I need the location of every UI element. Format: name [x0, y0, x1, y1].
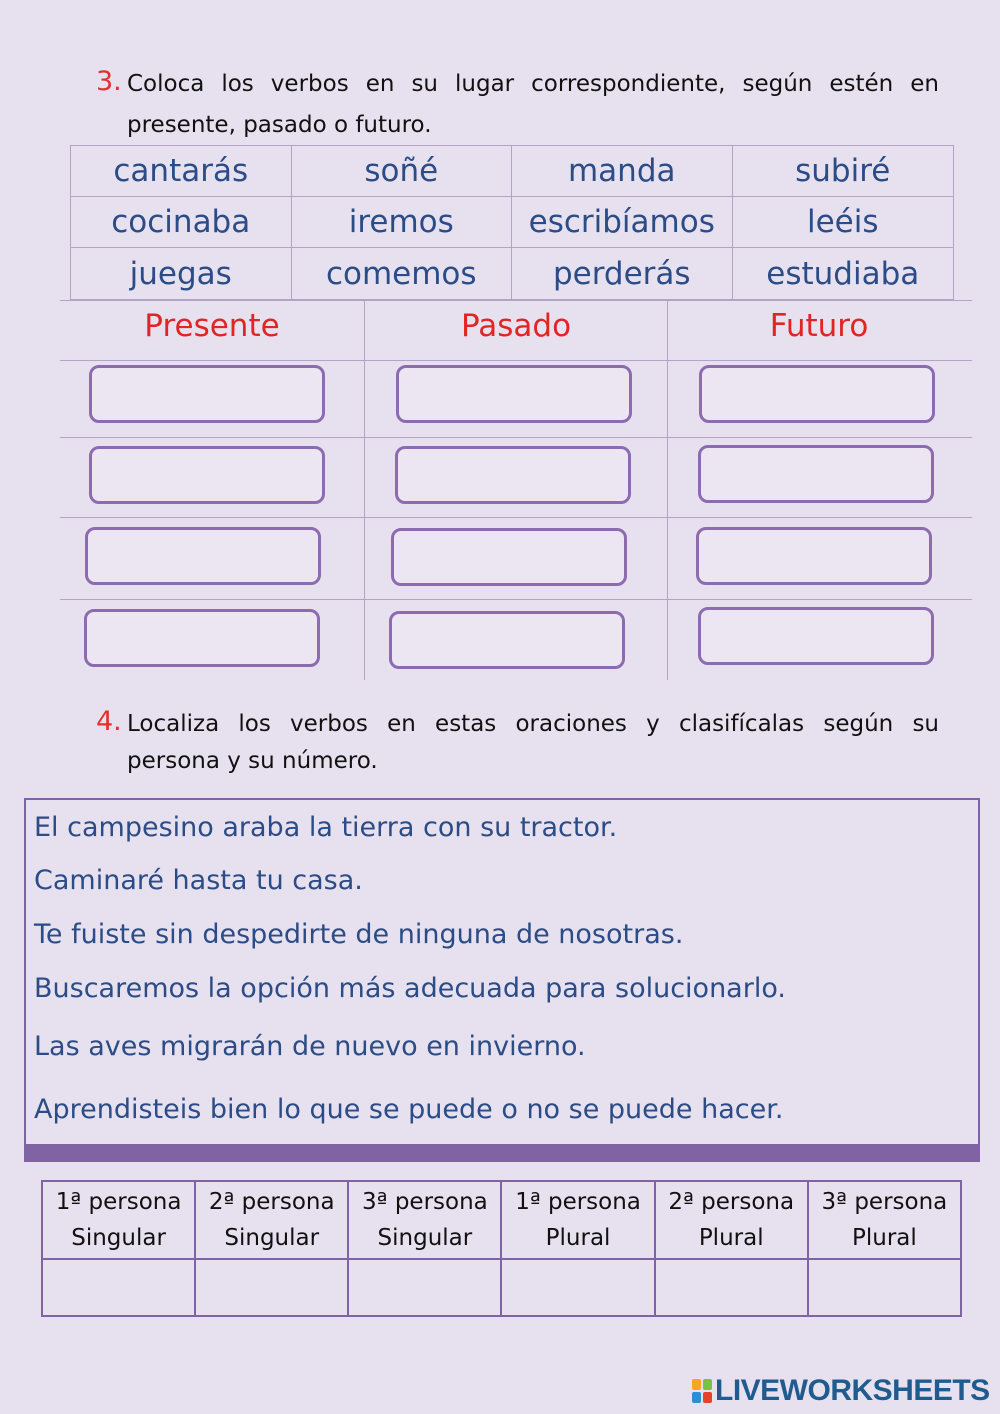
presente-drop-box-1[interactable] — [89, 365, 325, 423]
verb-card[interactable]: escribíamos — [512, 197, 733, 248]
pasado-drop-box-1[interactable] — [396, 365, 632, 423]
answer-cell-1a-plural[interactable] — [501, 1259, 654, 1316]
header-persona: 3ª persona — [362, 1189, 488, 1215]
header-persona: 3ª persona — [821, 1189, 948, 1215]
logo-square — [703, 1379, 712, 1390]
logo-square — [703, 1392, 712, 1403]
header-pasado: Pasado — [460, 308, 572, 344]
logo-text: LIVEWORKSHEETS — [715, 1374, 990, 1407]
sentence-5[interactable]: Las aves migrarán de nuevo en invierno. — [34, 1031, 586, 1062]
verb-card[interactable]: juegas — [71, 248, 292, 299]
verb-card[interactable]: cantarás — [71, 146, 292, 197]
exercise-3-instruction-line2: presente, pasado o futuro. — [127, 112, 432, 138]
table-divider — [60, 437, 972, 438]
header-presente: Presente — [144, 308, 280, 344]
sentences-box-bottom-bar — [24, 1144, 980, 1162]
liveworksheets-logo[interactable] — [692, 1374, 990, 1408]
header-numero: Plural — [852, 1225, 917, 1251]
verb-card[interactable]: soñé — [292, 146, 513, 197]
header-numero: Singular — [71, 1225, 166, 1251]
header-numero: Singular — [224, 1225, 320, 1251]
answer-cell-2a-singular[interactable] — [195, 1259, 348, 1316]
verb-bank — [70, 145, 954, 300]
verb-card[interactable]: leéis — [733, 197, 954, 248]
header-numero: Plural — [545, 1225, 611, 1251]
sentence-3[interactable]: Te fuiste sin despedirte de ninguna de nosotras. — [34, 919, 684, 950]
answer-cell-3a-singular[interactable] — [348, 1259, 501, 1316]
answer-cell-1a-singular[interactable] — [42, 1259, 195, 1316]
header-numero: Singular — [377, 1225, 473, 1251]
header-1a-singular — [42, 1181, 195, 1259]
sentence-1[interactable]: El campesino araba la tierra con su tractor. — [34, 812, 618, 843]
answer-cell-2a-plural[interactable] — [655, 1259, 808, 1316]
table-divider — [60, 300, 972, 301]
sentence-2[interactable]: Caminaré hasta tu casa. — [34, 865, 363, 896]
futuro-drop-box-1[interactable] — [699, 365, 935, 423]
header-numero: Plural — [698, 1225, 764, 1251]
header-2a-singular — [195, 1181, 348, 1259]
answer-cell-3a-plural[interactable] — [808, 1259, 961, 1316]
futuro-drop-box-4[interactable] — [698, 607, 934, 665]
header-2a-plural — [655, 1181, 808, 1259]
header-3a-singular — [348, 1181, 501, 1259]
sentence-4[interactable]: Buscaremos la opción más adecuada para solucionarlo. — [34, 973, 786, 1004]
presente-drop-box-3[interactable] — [85, 527, 321, 585]
table-divider — [60, 517, 972, 518]
verb-card[interactable]: manda — [512, 146, 733, 197]
verb-card[interactable]: estudiaba — [766, 255, 920, 292]
exercise-3-number: 3. — [96, 66, 122, 97]
header-persona: 2ª persona — [208, 1189, 335, 1215]
futuro-drop-box-3[interactable] — [696, 527, 932, 585]
verb-card[interactable]: comemos — [292, 248, 513, 299]
pasado-drop-box-2[interactable] — [395, 446, 631, 504]
header-persona: 1ª persona — [55, 1189, 182, 1215]
liveworksheets-logo-icon — [692, 1379, 712, 1403]
futuro-drop-box-2[interactable] — [698, 445, 934, 503]
pasado-drop-box-4[interactable] — [389, 611, 625, 669]
exercise-4-instruction-line1: Localiza los verbos en estas oraciones y clasifícalas según su — [127, 711, 939, 737]
header-3a-plural — [808, 1181, 961, 1259]
table-divider — [60, 360, 972, 361]
verb-card[interactable]: subiré — [733, 146, 954, 197]
exercise-4-number: 4. — [96, 706, 122, 737]
logo-square — [692, 1379, 701, 1390]
logo-square — [692, 1392, 701, 1403]
presente-drop-box-4[interactable] — [84, 609, 320, 667]
exercise-3-instruction-line1: Coloca los verbos en su lugar correspondiente, según estén en — [127, 71, 939, 97]
exercise-4-instruction-line2: persona y su número. — [127, 748, 378, 774]
verb-card[interactable]: cocinaba — [71, 197, 292, 248]
header-futuro: Futuro — [769, 308, 869, 344]
table-divider — [364, 300, 365, 680]
sentence-6[interactable]: Aprendisteis bien lo que se puede o no se puede hacer. — [34, 1094, 784, 1125]
header-1a-plural — [501, 1181, 654, 1259]
verb-card[interactable]: perderás — [512, 248, 733, 299]
table-divider — [60, 599, 972, 600]
person-number-table — [41, 1180, 962, 1317]
pasado-drop-box-3[interactable] — [391, 528, 627, 586]
table-divider — [667, 300, 668, 680]
header-persona: 2ª persona — [668, 1189, 795, 1215]
tense-classification-table — [60, 300, 972, 680]
presente-drop-box-2[interactable] — [89, 446, 325, 504]
header-persona: 1ª persona — [515, 1189, 641, 1215]
verb-card[interactable]: iremos — [292, 197, 513, 248]
